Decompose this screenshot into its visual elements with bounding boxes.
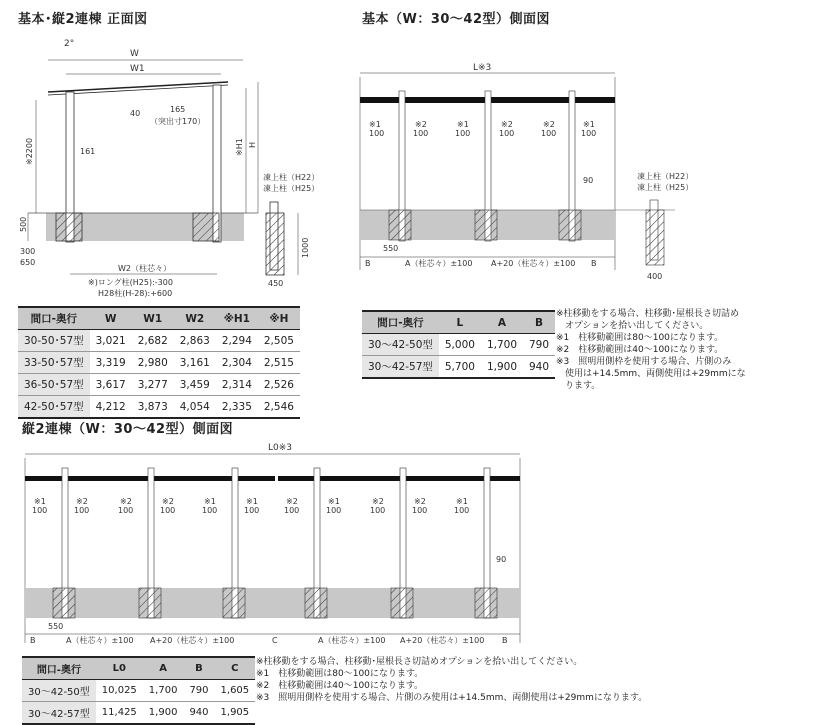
a-label: A（柱芯々）±100 <box>405 259 473 268</box>
a20-label-left: A+20（柱芯々）±100 <box>150 636 235 645</box>
dim-400: 400 <box>647 272 663 281</box>
table-header-row <box>362 311 555 334</box>
w1-label: W1 <box>130 64 145 74</box>
dim-1000: 1000 <box>301 237 310 258</box>
table-cell: 2,980 <box>132 352 174 374</box>
snow-post-h25: 凍上柱（H25） <box>263 184 320 193</box>
post-label: ※1 <box>246 497 258 506</box>
table-header: ※H1 <box>216 307 258 330</box>
post-value: 100 <box>370 506 386 515</box>
table-cell: 2,526 <box>258 374 300 396</box>
snow-post-foundation <box>266 213 284 275</box>
table-cell: 3,459 <box>174 374 216 396</box>
dim-2200: ※2200 <box>25 137 34 165</box>
front-view-heading: 基本･縦2連棟 正面図 <box>18 12 148 27</box>
table-header: L0 <box>96 657 143 680</box>
table-cell: 2,314 <box>216 374 258 396</box>
snow-post-h25: 凍上柱（H25） <box>637 183 694 192</box>
post-label: ※2 <box>414 497 426 506</box>
w-label: W <box>130 49 139 59</box>
post-value: 100 <box>202 506 218 515</box>
snow-post-h22: 凍上柱（H22） <box>637 172 694 181</box>
l0-label: L0※3 <box>268 443 293 453</box>
post-value: 100 <box>118 506 134 515</box>
post-value: 100 <box>455 129 471 138</box>
post-label: ※2 <box>372 497 384 506</box>
post-label: ※2 <box>543 120 555 129</box>
table-row <box>18 330 300 352</box>
post-label: ※1 <box>583 120 595 129</box>
post-value: 100 <box>412 506 428 515</box>
dim-650: 650 <box>20 258 36 267</box>
table-cell: 790 <box>523 334 555 356</box>
table-cell: 3,161 <box>174 352 216 374</box>
b-label-left: B <box>365 259 371 268</box>
h28-post-note: H28柱(H-28):+600 <box>98 289 173 298</box>
note-line: 使用は+14.5mm、両側使用は+29mmにな <box>556 369 746 379</box>
table-header: W1 <box>132 307 174 330</box>
post-label: ※1 <box>204 497 216 506</box>
table-header: W2 <box>174 307 216 330</box>
double-notes <box>256 656 647 704</box>
table-row <box>18 352 300 374</box>
table-cell: 1,900 <box>143 702 184 725</box>
table-header: 間口-奥行 <box>22 657 96 680</box>
table-cell: 2,294 <box>216 330 258 352</box>
post-label: ※1 <box>369 120 381 129</box>
post-value: 100 <box>160 506 176 515</box>
table-cell: 3,277 <box>132 374 174 396</box>
table-cell: 2,546 <box>258 396 300 419</box>
post-value: 100 <box>413 129 429 138</box>
table-row <box>18 374 300 396</box>
dim-450: 450 <box>268 279 284 288</box>
c-label: C <box>272 636 278 645</box>
table-cell: 4,054 <box>174 396 216 419</box>
table-row <box>362 334 555 356</box>
front-spec-table <box>18 306 300 419</box>
table-cell: 2,515 <box>258 352 300 374</box>
note-line: ※柱移動をする場合、柱移動･屋根長さ切詰め <box>556 309 740 319</box>
post-value: 100 <box>32 506 48 515</box>
table-cell: 33-50･57型 <box>18 352 90 374</box>
table-cell: 30-50･57型 <box>18 330 90 352</box>
note-line: ※1 柱移動範囲は80～100になります。 <box>556 333 724 343</box>
table-header: L <box>439 311 481 334</box>
post-label: ※2 <box>120 497 132 506</box>
double-side-view-diagram <box>20 438 530 653</box>
table-header-row <box>22 657 255 680</box>
table-header: A <box>481 311 523 334</box>
table-cell: 30～42-50型 <box>22 680 96 702</box>
note-line: ります。 <box>556 381 601 391</box>
double-spec-table <box>22 656 255 725</box>
table-cell: 940 <box>183 702 214 725</box>
h-label: H <box>248 141 257 148</box>
long-post-note: ※)ロング柱(H25):-300 <box>88 278 173 287</box>
post-label: ※1 <box>34 497 46 506</box>
post-value: 100 <box>244 506 260 515</box>
table-cell: 2,863 <box>174 330 216 352</box>
table-header: 間口-奥行 <box>362 311 439 334</box>
table-cell: 1,605 <box>215 680 256 702</box>
side-view-diagram <box>355 55 700 290</box>
dim-161: 161 <box>80 147 96 156</box>
note-line: ※2 柱移動範囲は40～100になります。 <box>256 681 424 691</box>
table-cell: 790 <box>183 680 214 702</box>
note-line: ※1 柱移動範囲は80～100になります。 <box>256 669 424 679</box>
table-cell: 4,212 <box>90 396 132 419</box>
dim-90: 90 <box>583 176 594 185</box>
table-cell: 30～42-57型 <box>362 356 439 379</box>
table-cell: 36-50･57型 <box>18 374 90 396</box>
post-label: ※2 <box>162 497 174 506</box>
a-label-right: A（柱芯々）±100 <box>318 636 386 645</box>
b-label-left: B <box>30 636 36 645</box>
table-cell: 1,700 <box>481 334 523 356</box>
side-view-heading: 基本（W：30～42型）側面図 <box>362 12 551 27</box>
side-notes <box>556 308 746 392</box>
a20-label-right: A+20（柱芯々）±100 <box>400 636 485 645</box>
note-line: ※2 柱移動範囲は40～100になります。 <box>556 345 724 355</box>
post-label: ※1 <box>328 497 340 506</box>
dim-500: 500 <box>19 216 28 232</box>
h1-label: ※H1 <box>235 138 244 156</box>
dim-40: 40 <box>130 109 141 118</box>
table-cell: 5,000 <box>439 334 481 356</box>
ground-band <box>25 588 520 618</box>
table-cell: 3,873 <box>132 396 174 419</box>
table-cell: 42-50･57型 <box>18 396 90 419</box>
dim-300: 300 <box>20 247 36 256</box>
right-foundation <box>193 213 219 241</box>
post-value: 100 <box>499 129 515 138</box>
post-value: 100 <box>581 129 597 138</box>
roof-line <box>48 82 228 92</box>
left-foundation <box>56 213 82 241</box>
post-label: ※1 <box>456 497 468 506</box>
snow-post-h22: 凍上柱（H22） <box>263 173 320 182</box>
table-cell: 1,905 <box>215 702 256 725</box>
double-side-view-heading: 縦2連棟（W：30～42型）側面図 <box>22 422 234 437</box>
post-value: 100 <box>284 506 300 515</box>
table-cell: 1,900 <box>481 356 523 379</box>
table-row <box>18 396 300 419</box>
table-cell: 2,335 <box>216 396 258 419</box>
dim-550: 550 <box>48 622 64 631</box>
note-line: ※3 照明用側枠を使用する場合、片側のみ使用は+14.5mm、両側使用は+29mmになります。 <box>256 693 648 703</box>
table-cell: 30～42-57型 <box>22 702 96 725</box>
table-cell: 2,505 <box>258 330 300 352</box>
table-cell: 10,025 <box>96 680 143 702</box>
w2-label: W2（柱芯々） <box>118 264 171 273</box>
note-line: オプションを拾い出してください。 <box>556 321 709 331</box>
note-line: ※柱移動をする場合、柱移動･屋根長さ切詰めオプションを拾い出してください。 <box>256 657 583 667</box>
table-row <box>362 356 555 379</box>
post-label: ※2 <box>415 120 427 129</box>
table-header: B <box>523 311 555 334</box>
table-header: B <box>183 657 214 680</box>
post-label: ※2 <box>76 497 88 506</box>
table-cell: 1,700 <box>143 680 184 702</box>
post-value: 100 <box>74 506 90 515</box>
table-row <box>22 702 255 725</box>
side-spec-table <box>362 310 555 379</box>
table-header: A <box>143 657 184 680</box>
note-line: ※3 照明用側枠を使用する場合、片側のみ <box>556 357 732 367</box>
table-cell: 30～42-50型 <box>362 334 439 356</box>
table-cell: 5,700 <box>439 356 481 379</box>
dim-165: 165 <box>170 105 186 114</box>
table-row <box>22 680 255 702</box>
table-cell: 2,682 <box>132 330 174 352</box>
table-header-row <box>18 307 300 330</box>
dim-550: 550 <box>383 244 399 253</box>
post-value: 100 <box>541 129 557 138</box>
post-value: 100 <box>454 506 470 515</box>
l-label: L※3 <box>473 63 492 73</box>
table-cell: 3,319 <box>90 352 132 374</box>
table-header: C <box>215 657 256 680</box>
post-value: 100 <box>369 129 385 138</box>
post-label: ※2 <box>286 497 298 506</box>
table-cell: 3,617 <box>90 374 132 396</box>
front-view-diagram <box>18 30 328 300</box>
post-label: ※1 <box>457 120 469 129</box>
table-cell: 11,425 <box>96 702 143 725</box>
a-label-left: A（柱芯々）±100 <box>66 636 134 645</box>
protrusion-label: （突出寸170） <box>150 117 206 126</box>
post-value: 100 <box>326 506 342 515</box>
table-cell: 3,021 <box>90 330 132 352</box>
table-cell: 940 <box>523 356 555 379</box>
a20-label: A+20（柱芯々）±100 <box>491 259 576 268</box>
angle-label: 2° <box>64 39 75 49</box>
post-label: ※2 <box>501 120 513 129</box>
table-header: 間口-奥行 <box>18 307 90 330</box>
table-header: ※H <box>258 307 300 330</box>
dim-90: 90 <box>496 555 507 564</box>
table-cell: 2,304 <box>216 352 258 374</box>
b-label-right: B <box>502 636 508 645</box>
table-header: W <box>90 307 132 330</box>
b-label-right: B <box>591 259 597 268</box>
